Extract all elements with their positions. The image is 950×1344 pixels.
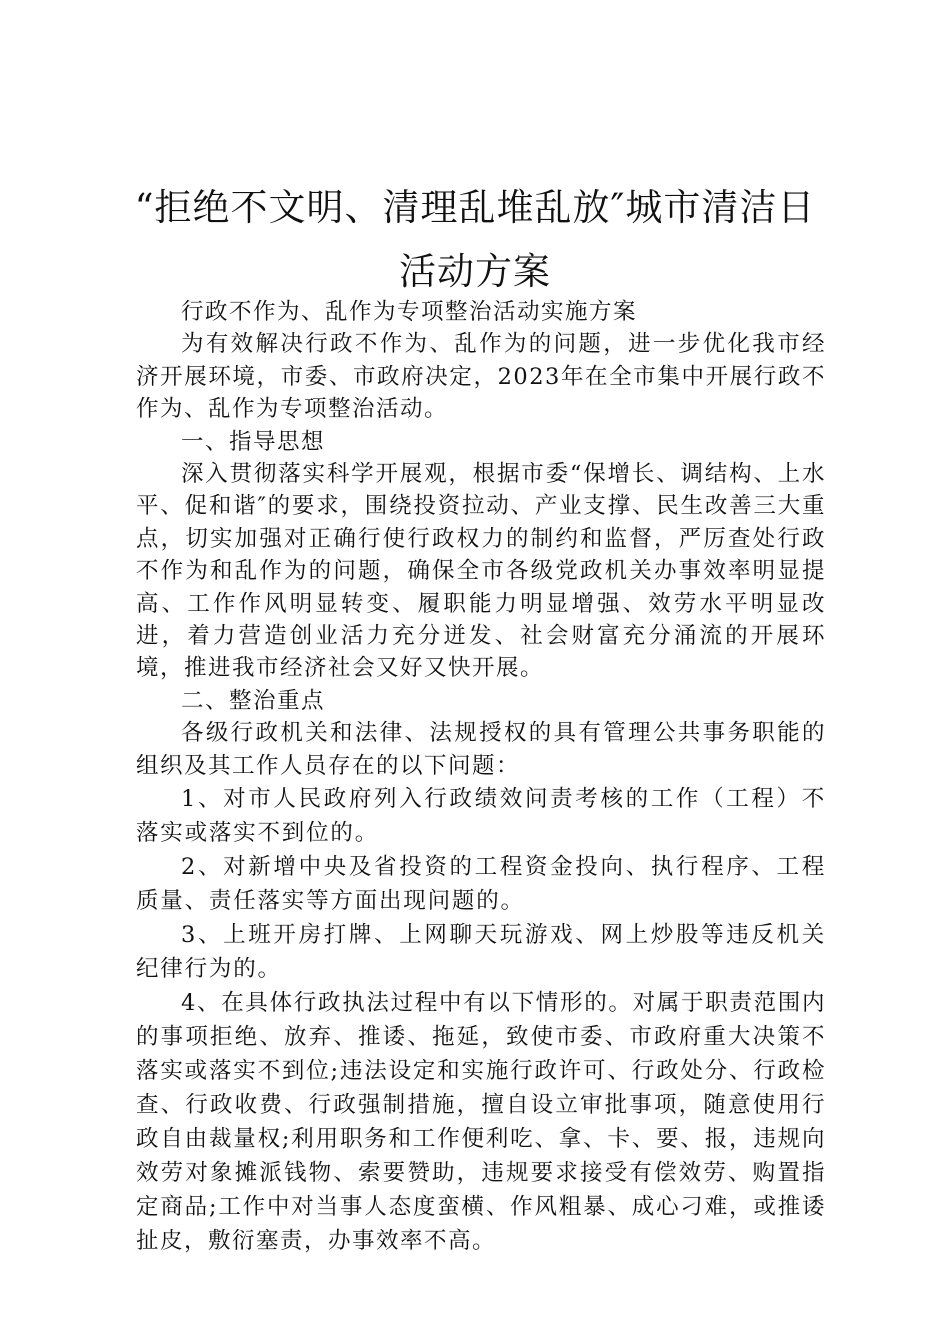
paragraph-scope: 各级行政机关和法律、法规授权的具有管理公共事务职能的组织及其工作人员存在的以下问题： <box>136 720 826 779</box>
document-title: “拒绝不文明、清理乱堆乱放″城市清洁日活动方案 <box>134 186 816 293</box>
list-item-2: 2、对新增中央及省投资的工程资金投向、执行程序、工程质量、责任落实等方面出现问题的。 <box>136 854 826 915</box>
paragraph-subtitle: 行政不作为、乱作为专项整治活动实施方案 <box>181 299 638 325</box>
list-item-1: 1、对市人民政府列入行政绩效问责考核的工作（工程）不落实或落实不到位的。 <box>136 786 826 847</box>
section-heading-guiding-ideology: 一、指导思想 <box>181 428 326 455</box>
list-item-4: 4、在具体行政执法过程中有以下情形的。对属于职责范围内的事项拒绝、放弃、推诿、拖延，致使市委、市政府重大决策不落实或落实不到位;违法设定和实施行政许可、行政处分、行政检查、行政收费、行政强制措施，擅自设立审批事项，随意使用行政自由裁量权;利用职务和工作便利吃、拿、卡、要、报，违规向效劳对象摊派钱物、索要赞助，违规要求接受有偿效劳、购置指定商品;工作中对当事人态度蛮横、作风粗暴、成心刁难，或推诿扯皮，敷衍塞责，办事效率不高。 <box>136 990 826 1255</box>
section-heading-rectification-focus: 二、整治重点 <box>181 687 326 714</box>
document-body <box>136 296 826 1258</box>
paragraph-guiding-ideology: 深入贯彻落实科学开展观，根据市委“保增长、调结构、上水平、促和谐″的要求，围绕投资拉动、产业支撑、民生改善三大重点，切实加强对正确行使行政权力的制约和监督，严厉查处行政不作为和乱作为的问题，确保全市各级党政机关办事效率明显提高、工作作风明显转变、履职能力明显增强、效劳水平明显改进，着力营造创业活力充分迸发、社会财富充分涌流的开展环境，推进我市经济社会又好又快开展。 <box>136 461 826 682</box>
list-item-3: 3、上班开房打牌、上网聊天玩游戏、网上炒股等违反机关纪律行为的。 <box>136 922 826 983</box>
paragraph-intro: 为有效解决行政不作为、乱作为的问题，进一步优化我市经济开展环境，市委、市政府决定，2023年在全市集中开展行政不作为、乱作为专项整治活动。 <box>136 331 826 423</box>
